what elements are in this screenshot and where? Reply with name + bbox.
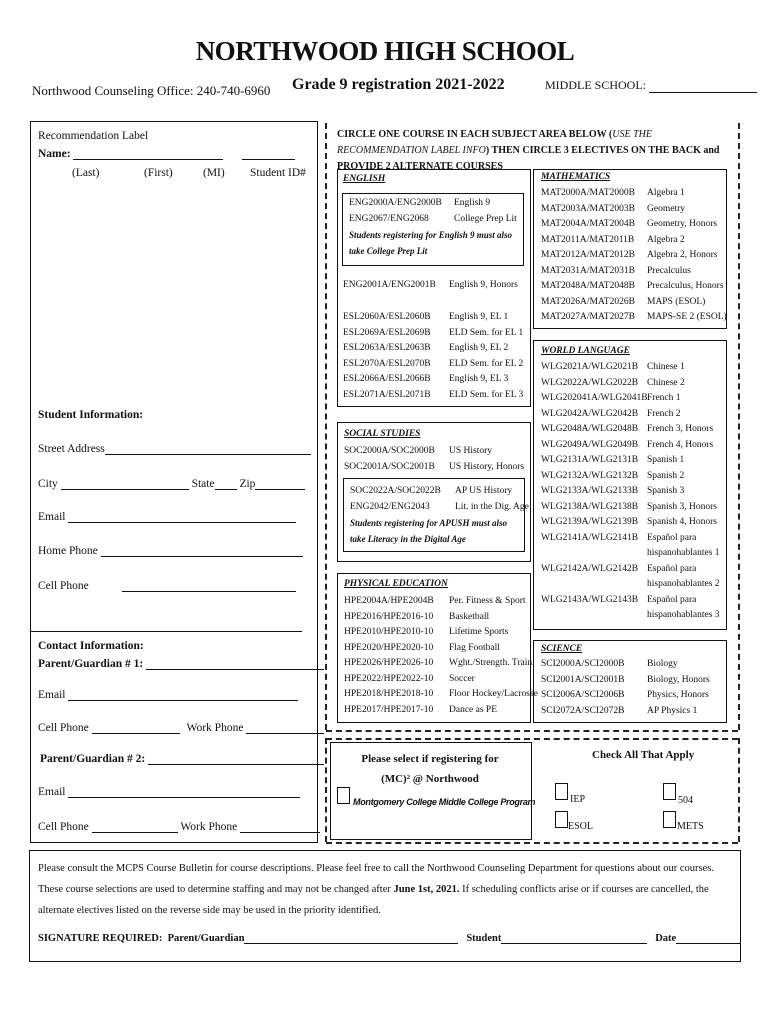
footer-text: Please consult the MCPS Course Bulletin for course descriptions. Please feel free to call the Northwood Counseling Department for questions about our courses. These course selections are used to determine staffing and may not be changed after June 1st, 2021. If scheduling conflicts arise or if courses are cancelled, the alternate electives listed on the reverse side may be used in the priority identified.	[38, 863, 714, 916]
mi-label: (MI)	[203, 167, 225, 179]
iep-checkbox[interactable]	[555, 783, 568, 800]
instructions: CIRCLE ONE COURSE IN EACH SUBJECT AREA BELOW (USE THE RECOMMENDATION LABEL INFO) THEN CIRCLE 3 ELECTIVES ON THE BACK and PROVIDE 2 ALTERNATE COURSES	[337, 129, 720, 172]
course-row[interactable]: SCI2006A/SCI2006B Physics, Honors	[541, 690, 709, 700]
course-row[interactable]: WLG2049A/WLG2049B French 4, Honors	[541, 439, 714, 450]
guardian1-phones[interactable]: Cell Phone Work Phone	[38, 722, 324, 734]
apush-note: Students registering for APUSH must also take Literacy in the Digital Age	[350, 518, 507, 544]
social-list	[344, 444, 524, 475]
course-row[interactable]: ESL2069A/ESL2069B ELD Sem. for EL 1	[343, 327, 524, 338]
course-row[interactable]: ENG2000A/ENG2000B English 9	[349, 198, 491, 208]
esl-list	[343, 310, 523, 403]
course-row[interactable]: WLG2132A/WLG2132B Spanish 2	[541, 470, 685, 481]
course-row[interactable]: SCI2000A/SCI2000B Biology	[541, 659, 678, 669]
mc-text: Please select if registering for (MC)² @ Northwood	[361, 753, 499, 785]
course-row[interactable]: MAT2011A/MAT2011B Algebra 2	[541, 234, 685, 245]
course-row[interactable]: SCI2072A/SCI2072B AP Physics 1	[541, 705, 698, 716]
pe-list	[344, 594, 538, 718]
course-row[interactable]: WLG2142A/WLG2142B Español para	[541, 563, 697, 574]
world-language-title: WORLD LANGUAGE	[541, 346, 630, 356]
mets-checkbox[interactable]	[663, 811, 676, 828]
contact-title: Contact Information:	[38, 640, 144, 652]
course-row[interactable]: ESL2063A/ESL2063B English 9, EL 2	[343, 343, 509, 353]
signature-line[interactable]: SIGNATURE REQUIRED: Parent/Guardian Student Date	[38, 933, 740, 944]
course-row[interactable]: HPE2004A/HPE2004B Per. Fitness & Sport	[344, 596, 526, 606]
course-row[interactable]: ENG2001A/ENG2001B English 9, Honors	[343, 280, 518, 290]
school-title: NORTHWOOD HIGH SCHOOL	[195, 36, 575, 66]
course-row[interactable]: WLG2133A/WLG2133B Spanish 3	[541, 486, 685, 496]
course-row[interactable]: SOC2022A/SOC2022B AP US History	[350, 486, 513, 496]
course-row[interactable]: HPE2016/HPE2016-10 Basketball	[344, 611, 490, 622]
course-row[interactable]: MAT2000A/MAT2000B Algebra 1	[541, 188, 685, 198]
course-row[interactable]: SOC2000A/SOC2000B US History	[344, 446, 493, 456]
course-row[interactable]: WLG2048A/WLG2048B French 3, Honors	[541, 424, 714, 434]
course-row[interactable]: MAT2027A/MAT2027B MAPS-SE 2 (ESOL)	[541, 312, 727, 322]
guardian1-field[interactable]: Parent/Guardian # 1:	[38, 658, 324, 670]
guardian2-phones[interactable]: Cell Phone Work Phone	[38, 821, 320, 833]
guardian1-email-field[interactable]: Email	[38, 689, 298, 701]
english-honors-list	[343, 278, 523, 294]
english-box-list	[349, 196, 519, 259]
guardian2-email-field[interactable]: Email	[38, 786, 300, 798]
504-label: 504	[678, 795, 693, 806]
first-label: (First)	[144, 167, 173, 179]
city-state-zip-field[interactable]: City State Zip	[38, 478, 305, 490]
mets-label: METS	[677, 821, 704, 832]
mc-option-label: Montgomery College Middle College Program	[353, 797, 536, 807]
course-row[interactable]: HPE2020/HPE2020-10 Flag Football	[344, 642, 500, 653]
science-list	[541, 657, 723, 719]
esol-checkbox[interactable]	[555, 811, 568, 828]
course-row[interactable]: MAT2004A/MAT2004B Geometry, Honors	[541, 219, 718, 229]
course-row[interactable]: ENG2067/ENG2068 College Prep Lit	[349, 213, 517, 224]
504-checkbox[interactable]	[663, 783, 676, 800]
course-row[interactable]: WLG2143A/WLG2143B Español para	[541, 594, 697, 605]
course-row[interactable]: WLG2141A/WLG2141B Español para	[541, 532, 697, 543]
last-label: (Last)	[72, 167, 100, 179]
course-row[interactable]: WLG2021A/WLG2021B Chinese 1	[541, 362, 685, 372]
street-field[interactable]: Street Address	[38, 443, 311, 455]
mc-checkbox[interactable]	[337, 787, 350, 804]
english-title: ENGLISH	[343, 174, 386, 184]
english-note: Students registering for English 9 must also take College Prep Lit	[349, 230, 513, 256]
apush-list	[350, 484, 529, 547]
email-field[interactable]: Email	[38, 511, 296, 523]
course-row[interactable]: ESL2060A/ESL2060B English 9, EL 1	[343, 312, 509, 322]
course-row[interactable]: HPE2022/HPE2022-10 Soccer	[344, 673, 475, 684]
course-row-cont: hispanohablantes 1	[647, 548, 720, 558]
course-row[interactable]: WLG202041A/WLG2041B French 1	[541, 393, 681, 403]
iep-label: IEP	[570, 794, 585, 805]
student-info-title: Student Information:	[38, 409, 144, 421]
course-row[interactable]: WLG2042A/WLG2042B French 2	[541, 408, 681, 419]
science-title: SCIENCE	[541, 644, 583, 654]
student-id-label: Student ID#	[250, 167, 306, 179]
course-row[interactable]: HPE2018/HPE2018-10 Floor Hockey/Lacrosse	[344, 689, 538, 699]
course-row[interactable]: ESL2070A/ESL2070B ELD Sem. for EL 2	[343, 358, 524, 369]
check-all-title: Check All That Apply	[592, 749, 695, 761]
name-field[interactable]: Name:	[38, 148, 295, 160]
math-list	[541, 186, 727, 326]
course-row[interactable]: WLG2022A/WLG2022B Chinese 2	[541, 377, 685, 388]
course-row[interactable]: ENG2042/ENG2043 Lit. in the Dig. Age	[350, 501, 529, 512]
course-row[interactable]: HPE2010/HPE2010-10 Lifetime Sports	[344, 627, 509, 637]
course-row[interactable]: HPE2017/HPE2017-10 Dance as PE	[344, 704, 498, 715]
course-row[interactable]: MAT2003A/MAT2003B Geometry	[541, 203, 685, 214]
course-row-cont: hispanohablantes 2	[647, 579, 720, 589]
esol-label: ESOL	[568, 821, 593, 832]
math-title: MATHEMATICS	[541, 172, 611, 182]
world-list	[541, 360, 723, 624]
grade-title: Grade 9 registration 2021-2022	[292, 76, 505, 93]
course-row[interactable]: SOC2001A/SOC2001B US History, Honors	[344, 461, 525, 472]
course-row[interactable]: ESL2066A/ESL2066B English 9, EL 3	[343, 374, 509, 384]
course-row[interactable]: ESL2071A/ESL2071B ELD Sem. for EL 3	[343, 389, 524, 400]
guardian2-field[interactable]: Parent/Guardian # 2:	[40, 753, 324, 765]
course-row[interactable]: MAT2012A/MAT2012B Algebra 2, Honors	[541, 250, 718, 260]
middle-school-field[interactable]: MIDDLE SCHOOL:	[545, 78, 757, 93]
course-row[interactable]: MAT2048A/MAT2048B Precalculus, Honors	[541, 281, 724, 291]
course-row[interactable]: MAT2031A/MAT2031B Precalculus	[541, 265, 691, 276]
course-row[interactable]: WLG2131A/WLG2131B Spanish 1	[541, 455, 685, 465]
course-row[interactable]: WLG2138A/WLG2138B Spanish 3, Honors	[541, 501, 717, 512]
course-row-cont: hispanohablantes 3	[647, 610, 720, 620]
course-row[interactable]: HPE2026/HPE2026-10 Wght./Strength. Train.	[344, 658, 535, 668]
cell-phone-field[interactable]: Cell Phone	[38, 580, 296, 592]
course-row[interactable]: WLG2139A/WLG2139B Spanish 4, Honors	[541, 517, 717, 527]
counseling-office: Northwood Counseling Office: 240-740-6960	[32, 83, 271, 98]
course-row[interactable]: MAT2026A/MAT2026B MAPS (ESOL)	[541, 296, 706, 307]
course-row[interactable]: SCI2001A/SCI2001B Biology, Honors	[541, 674, 710, 685]
recommendation-label: Recommendation Label	[38, 130, 149, 142]
home-phone-field[interactable]: Home Phone	[38, 545, 303, 557]
social-studies-title: SOCIAL STUDIES	[344, 429, 421, 439]
pe-title: PHYSICAL EDUCATION	[344, 579, 448, 589]
